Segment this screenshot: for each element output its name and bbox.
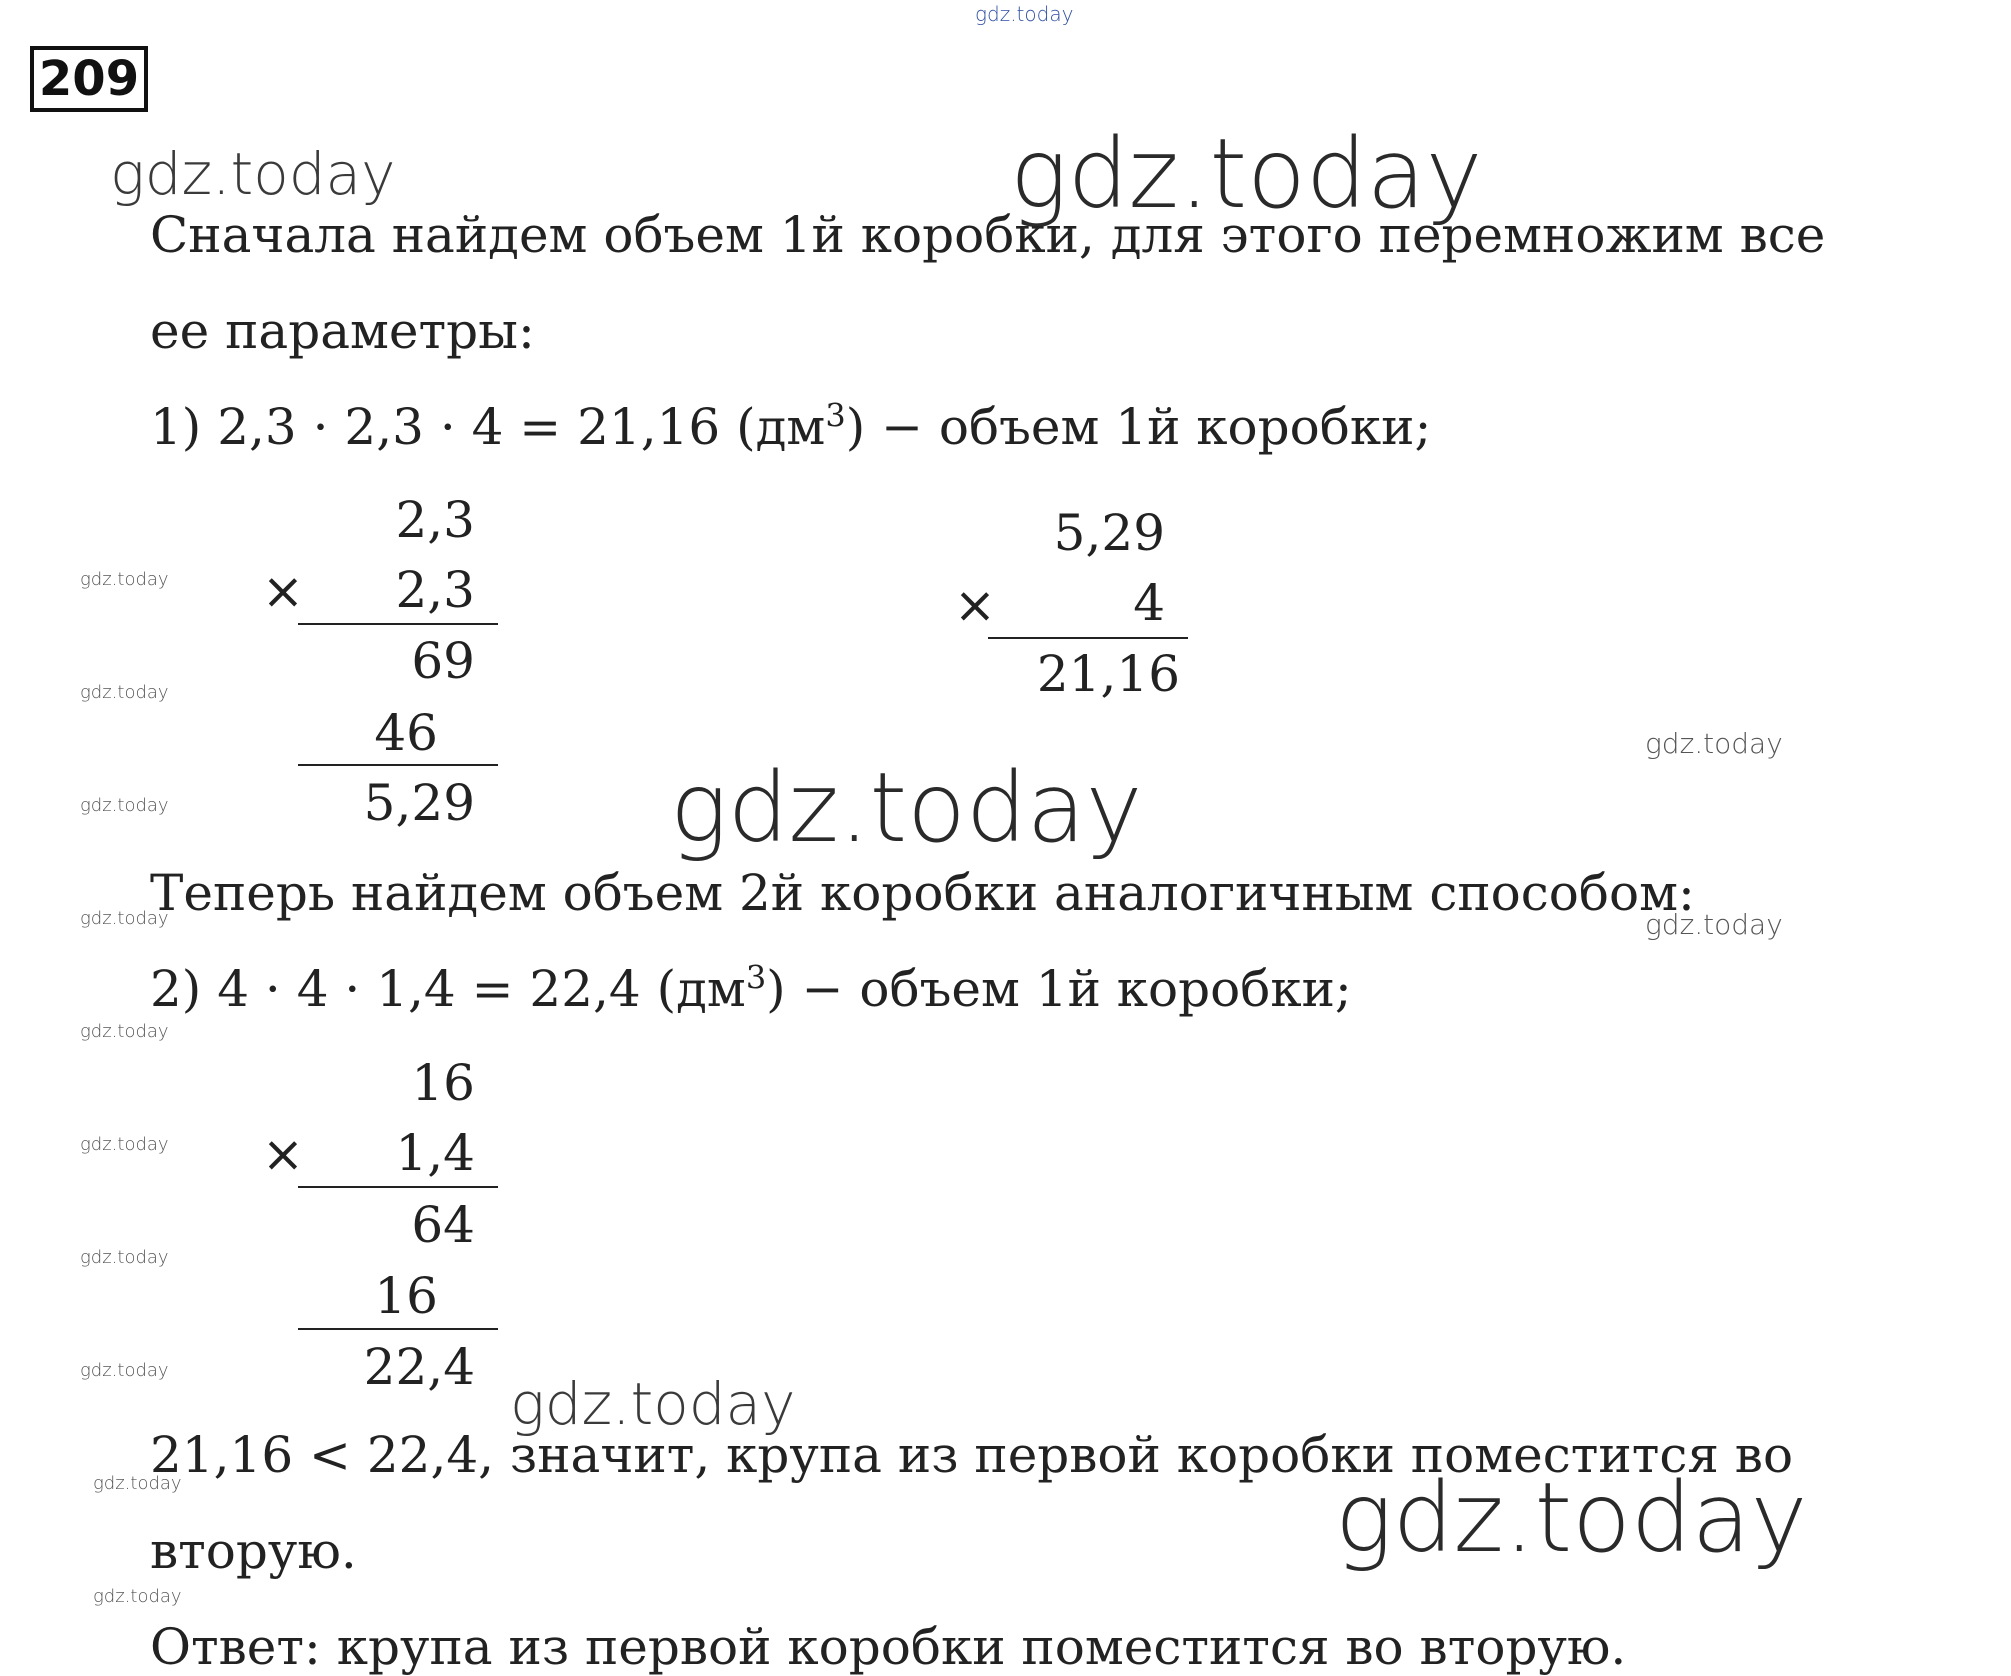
watermark: gdz.today: [80, 1247, 169, 1268]
watermark: gdz.today: [93, 1473, 182, 1494]
second-box-intro: Теперь найдем объем 2й коробки аналогичным способом:: [150, 864, 1695, 922]
watermark: gdz.today: [93, 1586, 182, 1607]
calc3-partial-2: 16: [374, 1267, 438, 1325]
watermark: gdz.today: [1645, 727, 1783, 760]
watermark: gdz.today: [80, 1360, 169, 1381]
watermark: gdz.today: [670, 752, 1143, 864]
watermark: gdz.today: [80, 1021, 169, 1042]
watermark: gdz.today: [80, 1134, 169, 1155]
intro-line-1: Сначала найдем объем 1й коробки, для этого перемножим все: [150, 206, 1826, 264]
calc3-rule-2: [298, 1328, 498, 1330]
calc1-rule-2: [298, 764, 498, 766]
calc2-result: 21,16: [1036, 645, 1180, 703]
calc2-factor-b: 4: [1133, 574, 1165, 632]
calc1-factor-a: 2,3: [395, 491, 475, 549]
calc3-factor-b: 1,4: [395, 1124, 475, 1182]
calc1-multiply-sign: ×: [262, 562, 304, 620]
watermark: gdz.today: [110, 140, 396, 208]
calc2-rule: [988, 637, 1188, 639]
watermark: gdz.today: [1010, 118, 1483, 230]
calc3-factor-a: 16: [411, 1054, 475, 1112]
watermark: gdz.today: [1645, 908, 1783, 941]
calc2-factor-a: 5,29: [1053, 504, 1165, 562]
conclusion-line-1: 21,16 < 22,4, значит, крупа из первой коробки поместится во: [150, 1426, 1794, 1484]
conclusion-line-2: вторую.: [150, 1522, 357, 1580]
watermark: gdz.today: [510, 1370, 796, 1438]
calc3-partial-1: 64: [411, 1196, 475, 1254]
watermark: gdz.today: [80, 795, 169, 816]
calc1-partial-2: 46: [374, 704, 438, 762]
calc1-factor-b: 2,3: [395, 561, 475, 619]
equation-2: 2) 4 · 4 · 1,4 = 22,4 $(дм^3)$ − объем 1й коробки;: [150, 958, 1352, 1018]
watermark-top: gdz.today: [975, 2, 1074, 26]
equation-1: 1) 2,3 · 2,3 · 4 = 21,16 $(дм^3)$ − объем 1й коробки;: [150, 396, 1432, 456]
calc1-result: 5,29: [363, 774, 475, 832]
watermark: gdz.today: [80, 682, 169, 703]
task-number: 209: [30, 46, 148, 112]
watermark: gdz.today: [80, 569, 169, 590]
answer: Ответ: крупа из первой коробки поместится во вторую.: [150, 1618, 1627, 1676]
calc1-partial-1: 69: [411, 632, 475, 690]
calc1-rule-1: [298, 623, 498, 625]
watermark: gdz.today: [80, 908, 169, 929]
calc3-multiply-sign: ×: [262, 1125, 304, 1183]
watermark: gdz.today: [1335, 1462, 1808, 1574]
calc3-result: 22,4: [363, 1338, 475, 1396]
calc2-multiply-sign: ×: [954, 576, 996, 634]
calc3-rule-1: [298, 1186, 498, 1188]
intro-line-2: ее параметры:: [150, 302, 535, 360]
